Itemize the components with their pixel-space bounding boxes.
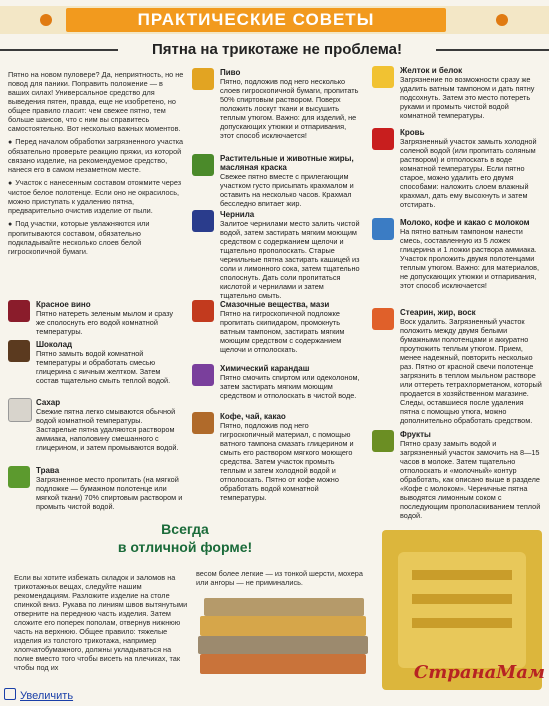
article-title: Пятна на трикотаже не проблема! xyxy=(118,38,436,62)
item-text: Пятно, подложив под него несколько слоев гигроскопичной бумаги, пропитать 50% спиртовым раствором. Поверх положить лоскут ткани и высушить теплым утюгом. Важно: для изделий, не допускающих утюжки и отпаривания, этот способ исключается! xyxy=(220,77,359,140)
item-heading: Шоколад xyxy=(36,340,73,349)
stain-item-fruit xyxy=(372,430,542,520)
item-text: Пятно на гигроскопичной подложке пропитать скипидаром, промокнуть ватным тампоном, застирать мягким моющим средством с содержанием щелочи и отполоскать. xyxy=(220,309,345,354)
grease-icon xyxy=(192,300,214,322)
item-heading: Кофе, чай, какао xyxy=(220,412,286,421)
beer-icon xyxy=(192,68,214,90)
item-heading: Трава xyxy=(36,466,60,475)
item-text: Залитое чернилами место залить чистой водой, затем застирать мягким моющим средством с содержанием щелочи и тщательно прополоскать. Старые чернильные пятна застирать кашицей из соли и лимонного сока, затем тщательно сполоснуть. Дать соли пропитаться кислотой и чернилами и затем тщательно смыть. xyxy=(220,219,360,300)
item-heading: Желток и белок xyxy=(400,66,463,75)
wine-icon xyxy=(8,300,30,322)
ink-icon xyxy=(192,210,214,232)
zoom-label: Увеличить xyxy=(20,690,74,702)
stain-item-chocolate xyxy=(8,340,184,385)
sugar-icon xyxy=(8,398,32,422)
zoom-link[interactable] xyxy=(4,688,73,704)
item-heading: Стеарин, жир, воск xyxy=(400,308,476,317)
section-banner xyxy=(0,6,549,34)
grass-icon xyxy=(8,466,30,488)
watermark: СтранаМам xyxy=(413,662,545,683)
decor-dot xyxy=(496,14,508,26)
tip-bullet: ● Под участки, которые увлажняются или пропитываются составом, обязательно подкладывайте несколько слоев белой гигроскопичной бумаги. xyxy=(8,219,184,256)
item-heading: Кровь xyxy=(400,128,425,137)
item-text: Пятно натереть зеленым мылом и сразу же сполоснуть его водой комнатной температуры. xyxy=(36,309,174,336)
stain-item-pencil xyxy=(192,364,362,400)
stain-item-egg xyxy=(372,66,542,120)
first-aid-icon xyxy=(372,128,394,150)
stain-item-blood xyxy=(372,128,542,209)
zoom-icon xyxy=(4,688,16,700)
stain-item-beer xyxy=(192,68,362,140)
banner-ribbon xyxy=(66,8,446,32)
stain-item-grease xyxy=(192,300,362,354)
stain-item-sugar xyxy=(8,398,184,452)
stain-item-wax xyxy=(372,308,542,425)
item-text: Пятно замыть водой комнатной температуры и обработать смесью глицерина с яичным желтком. Затем состав тщательно смыть теплой водой. xyxy=(36,349,171,385)
item-text: Свежие пятна легко смываются обычной водой комнатной температуры. Застарелые пятна удаляются раствором аммиака, наполовину смешанного с глицерином, и затем промываются водой. xyxy=(36,407,179,452)
section-title-line2: в отличной форме! xyxy=(117,539,253,555)
stain-item-wine xyxy=(8,300,184,336)
candle-icon xyxy=(372,308,394,330)
stain-item-ink xyxy=(192,210,362,300)
chocolate-icon xyxy=(8,340,30,362)
folding-text: Если вы хотите избежать складок и заломов на трикотажных вещах, следуйте нашим рекомендациям. Разложите изделие на столе спинкой вниз. Рукава по линиям швов вытянутыми отверните на переднюю часть изделия. Затем сложите его поперек пополам, отвернув нижнюю часть на верхнюю. Общее правило: тяжелые изделия из толстого трикотажа, например хлопчатобумажного, должны укладываться на полке вместо того чтобы висеть на плечиках, так чтобы под их xyxy=(14,573,188,672)
section-title-line1: Всегда xyxy=(161,521,209,537)
article-heading xyxy=(0,38,549,62)
item-text: Загрязненный участок замыть холодной соленой водой (или пропитать соляным раствором) и отполоскать в воде комнатной температуры. Если пятно старое, можно удалить его двумя способами: наложить слоем влажный крахмал, дать ему высохнуть и затем отстирать. xyxy=(400,137,537,209)
item-text: Пятно, подложив под него гигроскопичный материал, с помощью ватного тампона смазать глицерином и смыть его раствором мягкого моющего средства. Затем участок промыть теплым и затем холодной водой и отполоскать. Пятно от кофе можно обработать водой комнатной температуры. xyxy=(220,421,354,502)
item-text: На пятно ватным тампоном нанести смесь, составленную из 5 ложек глицерина и 1 ложки раствора аммиака. Участок проложить двумя полотенцами теплым утюгом. Важно: для материалов, не допускающих утюжки и отпаривания, этот способ исключается! xyxy=(400,227,540,290)
milk-carton-icon xyxy=(372,218,394,240)
item-heading: Смазочные вещества, мази xyxy=(220,300,330,309)
item-heading: Красное вино xyxy=(36,300,91,309)
oil-bottle-icon xyxy=(192,154,214,176)
item-text: Воск удалить. Загрязненный участок положить между двумя белыми бумажными полотенцами и аккуратно проутюжить теплым утюгом. Прием, менее надежный, повторить несколько раз. Пятно от красной свечи полотенце загрязнить в теплом мыльном растворе или оттереть тетрахлорметаном, который продается в хозяйственном магазине. Следы, оставшиеся после удаления пятна с помощью утюга, можно дополнительно обработать средством. xyxy=(400,317,542,425)
section-title: ПРАКТИЧЕСКИЕ СОВЕТЫ xyxy=(137,10,375,29)
intro-text: Пятно на новом пуловере? Да, неприятность, но не повод для паники. Поправить положение — в ваших силах! Универсальное средство для выведения пятен, правда, еще не изобретено, но общее правило гласит: чем свежее пятно, тем больше шансов, что с ним вы справитесь самостоятельно. Вот несколько важных моментов. xyxy=(8,70,184,133)
item-text: Свежее пятно вместе с прилегающим участком густо присыпать крахмалом и оставить на несколько часов. Крахмал бесследно впитает жир. xyxy=(220,172,354,208)
item-heading: Молоко, кофе и какао с молоком xyxy=(400,218,530,227)
pencil-icon xyxy=(192,364,214,386)
tip-bullet: ● Перед началом обработки загрязненного участка обязательно проверьте реакцию пряжи, из которой связано изделие, на рекомендуемое средство, нанеся его в самом незаметном месте. xyxy=(8,137,184,174)
item-heading: Фрукты xyxy=(400,430,431,439)
tip-bullet: ● Участок с нанесенным составом отожмите через чистое белое полотенце. Если оно не окрасилось, можно приступать к удалению пятна, предварительно очистив изделие от пыли. xyxy=(8,178,184,215)
item-heading: Чернила xyxy=(220,210,255,219)
stain-item-milk xyxy=(372,218,542,290)
coffee-cup-icon xyxy=(192,412,214,434)
decor-dot xyxy=(40,14,52,26)
item-text: Загрязнение по возможности сразу же удалить ватным тампоном и дать пятну подсохнуть. Затем это место потереть руками и промыть чистой водой комнатной температуры. xyxy=(400,75,535,120)
item-heading: Сахар xyxy=(36,398,61,407)
item-heading: Пиво xyxy=(220,68,241,77)
item-text: Пятно сразу замыть водой и загрязненный участок замочить на 8—15 часов в молоке. Затем тщательно отполоскать и «молочный» контур обработать, как описано выше в разделе «Кофе с молоком». Черничные пятна выводятся лимонным соком с последующим прополаскиванием теплой водой. xyxy=(400,439,541,520)
item-heading: Растительные и животные жиры, масляная краска xyxy=(220,154,354,172)
egg-icon xyxy=(372,66,394,88)
left-column xyxy=(8,70,184,260)
item-text: Пятно смочить спиртом или одеколоном, затем застирать мягким моющим средством и отполоскать в чистой воде. xyxy=(220,373,360,400)
stain-item-coffee xyxy=(192,412,362,502)
folded-sweaters-image xyxy=(196,588,370,688)
stain-item-fats xyxy=(192,154,362,208)
fruit-icon xyxy=(372,430,394,452)
folding-text-continued: весом более легкие — из тонкой шерсти, мохера или ангоры — не приминались. xyxy=(196,569,363,587)
stain-item-grass xyxy=(8,466,184,511)
item-text: Загрязненное место пропитать (на мягкой подложке — бумажном полотенце или мягкой ткани) 70% спиртовым раствором и промыть чистой водой. xyxy=(36,475,183,511)
item-heading: Химический карандаш xyxy=(220,364,310,373)
